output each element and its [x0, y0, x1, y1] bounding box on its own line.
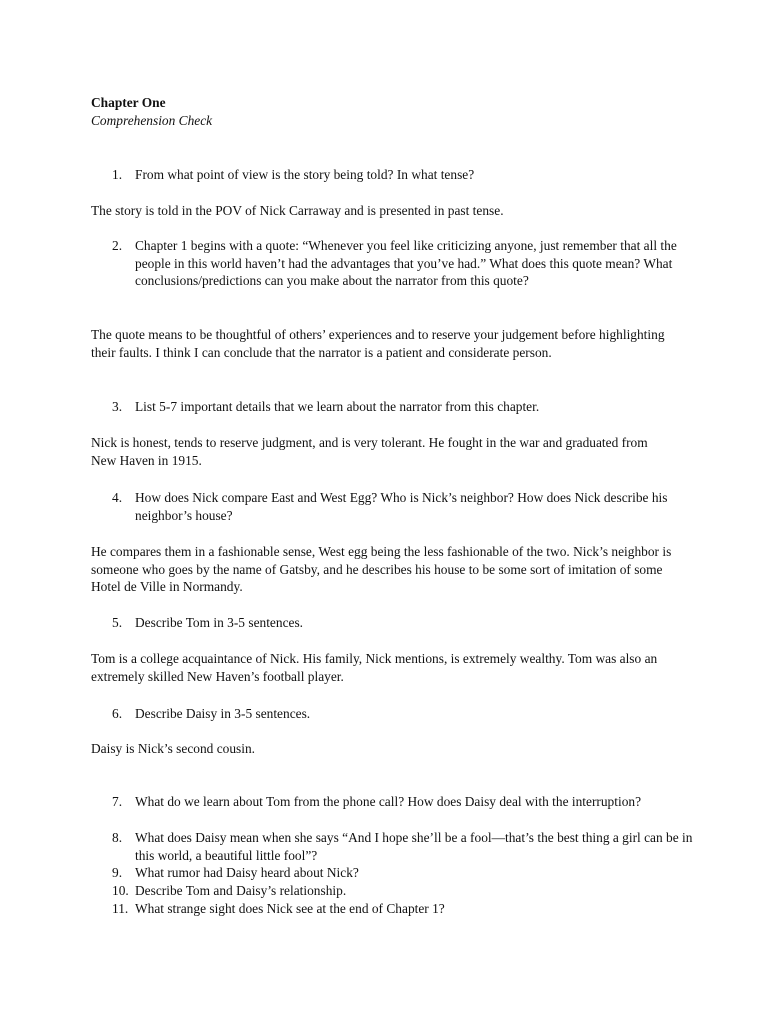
question-number: 11.	[112, 901, 129, 916]
question-text: What rumor had Daisy heard about Nick?	[135, 865, 359, 880]
answer-paragraph: He compares them in a fashionable sense, West egg being the less fashionable of the two. Nick’s neighbor is someone who goes by the name of Gatsby, and he describes his house to be some sort of imitation of some Hotel de Ville in Normandy.	[91, 544, 672, 595]
answer-paragraph: Tom is a college acquaintance of Nick. His family, Nick mentions, is extremely wealthy. Tom was also an extremely skilled New Haven’s football player.	[91, 651, 658, 684]
question-number: 10.	[112, 883, 129, 898]
chapter-title: Chapter One	[91, 95, 166, 110]
document-heading	[91, 94, 212, 129]
question-number: 9.	[112, 865, 123, 880]
answer-paragraph: The quote means to be thoughtful of others’ experiences and to reserve your judgement before highlighting their faults. I think I can conclude that the narrator is a patient and considerate person.	[91, 327, 665, 360]
question-text: Describe Daisy in 3-5 sentences.	[135, 706, 311, 721]
answer-paragraph: Nick is honest, tends to reserve judgment, and is very tolerant. He fought in the war and graduated from New Haven in 1915.	[91, 435, 648, 468]
question-number: 5.	[112, 615, 123, 630]
question-text: How does Nick compare East and West Egg? Who is Nick’s neighbor? How does Nick describe his neighbor’s house?	[135, 490, 668, 523]
question-item	[112, 900, 712, 918]
question-number: 7.	[112, 794, 123, 809]
question-item	[112, 614, 712, 632]
question-item	[112, 166, 712, 184]
question-text: Describe Tom in 3-5 sentences.	[135, 615, 304, 630]
question-text: What strange sight does Nick see at the end of Chapter 1?	[135, 901, 445, 916]
question-number: 8.	[112, 830, 123, 845]
question-item	[112, 489, 712, 524]
question-text: What do we learn about Tom from the phone call? How does Daisy deal with the interruption?	[135, 794, 642, 809]
answer-paragraph: Daisy is Nick’s second cousin.	[91, 741, 256, 756]
question-number: 3.	[112, 399, 123, 414]
question-number: 1.	[112, 167, 123, 182]
question-text: List 5-7 important details that we learn about the narrator from this chapter.	[135, 399, 540, 414]
question-text: From what point of view is the story being told? In what tense?	[135, 167, 475, 182]
question-item	[112, 705, 712, 723]
question-item	[112, 398, 712, 416]
question-item	[112, 864, 712, 882]
question-item	[112, 882, 712, 900]
question-item	[112, 829, 712, 864]
question-number: 4.	[112, 490, 123, 505]
question-number: 6.	[112, 706, 123, 721]
question-item	[112, 793, 712, 811]
question-text: What does Daisy mean when she says “And I hope she’ll be a fool—that’s the best thing a girl can be in this world, a beautiful little fool”?	[135, 830, 693, 863]
chapter-subtitle: Comprehension Check	[91, 112, 213, 128]
question-item	[112, 237, 712, 290]
question-number: 2.	[112, 238, 123, 253]
question-text: Describe Tom and Daisy’s relationship.	[135, 883, 347, 898]
question-text: Chapter 1 begins with a quote: “Whenever you feel like criticizing anyone, just remember that all the people in this world haven’t had the advantages that you’ve had.” What does this quote mean? What conclusions/predictions can you make about the narrator from this quote?	[135, 238, 677, 289]
answer-paragraph: The story is told in the POV of Nick Carraway and is presented in past tense.	[91, 203, 504, 218]
